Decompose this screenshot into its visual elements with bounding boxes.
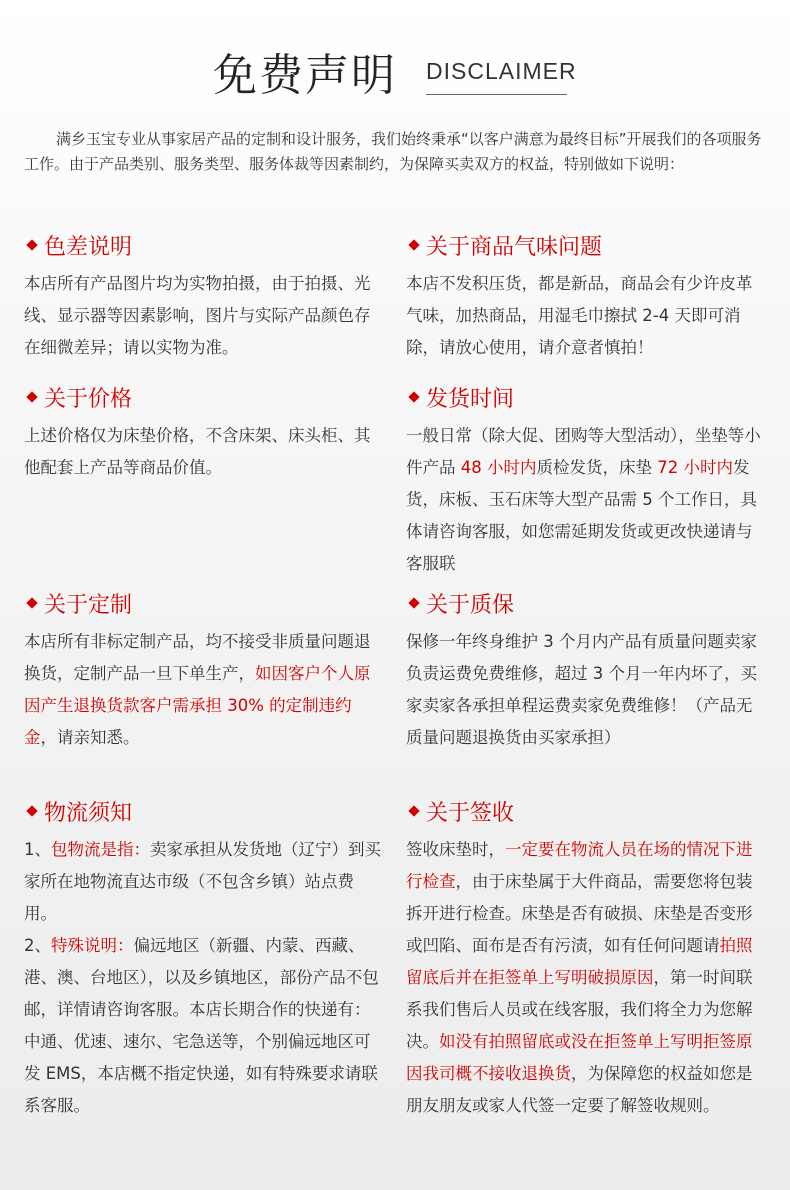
intro-paragraph: 满乡玉宝专业从事家居产品的定制和设计服务，我们始终秉承“以客户满意为最终目标”开展我们的各项服务工作。由于产品类别、服务类型、服务体裁等因素制约，为保障买卖双方的权益，特别做如下说明：	[24, 130, 762, 173]
section-price	[24, 380, 384, 484]
section-title	[24, 380, 384, 414]
section-body	[406, 834, 766, 1122]
receipt-highlight-1: 一定要在物流人员在场的情况下进行检查	[406, 840, 753, 891]
header	[0, 48, 790, 108]
item-number: 1、	[24, 840, 51, 859]
section-customization	[24, 586, 384, 754]
section-title-text: 关于价格	[44, 386, 133, 412]
section-body: 本店不发积压货，都是新品，商品会有少许皮革气味，加热商品，用湿毛巾擦拭 2-4 天即可消除，请放心使用，请介意者慎拍！	[406, 274, 753, 357]
receipt-text-2: ，由于床垫属于大件商品，需要您将包装拆开进行检查。床垫是否有破损、床垫是否变形或凹陷、面布是否有污渍，如有任何问题请	[406, 872, 753, 955]
item-label: 特殊说明：	[51, 936, 134, 955]
section-smell	[406, 228, 766, 364]
diamond-bullet-icon	[26, 391, 37, 402]
section-body	[24, 626, 384, 754]
section-title-text: 色差说明	[44, 234, 133, 260]
section-color-difference	[24, 228, 384, 364]
page-subtitle: DISCLAIMER	[426, 58, 577, 84]
item-text: 偏远地区（新疆、内蒙、西藏、港、澳、台地区），以及乡镇地区，部份产品不包邮，详情请咨询客服。本店长期合作的快递有：中通、优速、速尔、宅急送等，个别偏远地区可发 EMS，本店概不指定快递，如有特殊要求请联系客服。	[24, 936, 379, 1115]
section-title-text: 发货时间	[426, 386, 515, 412]
shipping-highlight-48h: 48 小时内	[460, 458, 537, 477]
receipt-text-3: ，第一时间联系我们售后人员或在线客服，我们将全力为您解决。	[406, 968, 753, 1051]
shipping-text-2: 质检发货，床垫	[536, 458, 658, 477]
subtitle-underline	[426, 94, 567, 95]
shipping-highlight-72h: 72 小时内	[657, 458, 733, 477]
custom-text-2: ，请亲知悉。	[40, 728, 140, 747]
section-title	[406, 380, 766, 414]
receipt-text-4: ，为保障您的权益如您是朋友朋友或家人代签一定要了解签收规则。	[406, 1064, 753, 1115]
shipping-text-3: 发货，床板、玉石床等大型产品需 5 个工作日，具体请咨询客服，如您需延期发货或更改快递请与客服联	[406, 458, 757, 573]
section-title-text: 关于定制	[44, 592, 133, 618]
shipping-text-1: 一般日常（除大促、团购等大型活动），坐垫等小件产品	[406, 426, 761, 477]
page-title: 免费声明	[213, 50, 397, 101]
diamond-bullet-icon	[408, 239, 419, 250]
section-title-text: 关于商品气味问题	[426, 234, 603, 260]
logistics-item-2	[24, 930, 384, 1122]
section-title	[24, 794, 384, 828]
receipt-highlight-3: 如没有拍照留底或没在拒签单上写明拒签原因我司概不接收退换货	[406, 1032, 753, 1083]
diamond-bullet-icon	[26, 239, 37, 250]
item-number: 2、	[24, 936, 51, 955]
section-title	[24, 228, 384, 262]
section-body: 保修一年终身维护 3 个月内产品有质量问题卖家负责运费免费维修，超过 3 个月一年内坏了，买家卖家各承担单程运费卖家免费维修！（产品无质量问题退换货由买家承担）	[406, 632, 757, 747]
logistics-item-1	[24, 834, 384, 930]
section-title	[406, 794, 766, 828]
section-title	[406, 228, 766, 262]
section-logistics	[24, 794, 384, 1122]
section-title	[24, 586, 384, 620]
section-receipt	[406, 794, 766, 1122]
section-body	[406, 420, 766, 580]
diamond-bullet-icon	[408, 391, 419, 402]
item-text: 卖家承担从发货地（辽宁）到买家所在地物流直达市级（不包含乡镇）站点费用。	[24, 840, 381, 923]
section-title-text: 物流须知	[44, 800, 133, 826]
section-shipping-time	[406, 380, 766, 580]
item-label: 包物流是指：	[51, 840, 150, 859]
section-body: 上述价格仅为床垫价格，不含床架、床头柜、其他配套上产品等商品价值。	[24, 426, 371, 477]
section-warranty	[406, 586, 766, 754]
diamond-bullet-icon	[26, 597, 37, 608]
section-title-text: 关于质保	[426, 592, 515, 618]
receipt-highlight-2: 拍照留底后并在拒签单上写明破损原因	[406, 936, 753, 987]
section-body	[24, 834, 384, 1122]
receipt-text-1: 签收床垫时，	[406, 840, 505, 859]
section-title	[406, 586, 766, 620]
diamond-bullet-icon	[408, 597, 419, 608]
custom-text-1: 本店所有非标定制产品，均不接受非质量问题退换货，定制产品一旦下单生产，	[24, 632, 371, 683]
custom-highlight: 如因客户个人原因产生退换货款客户需承担 30% 的定制违约金	[24, 664, 371, 747]
section-title-text: 关于签收	[426, 800, 515, 826]
section-body: 本店所有产品图片均为实物拍摄，由于拍摄、光线、显示器等因素影响，图片与实际产品颜色存在细微差异；请以实物为准。	[24, 274, 371, 357]
diamond-bullet-icon	[26, 805, 37, 816]
diamond-bullet-icon	[408, 805, 419, 816]
